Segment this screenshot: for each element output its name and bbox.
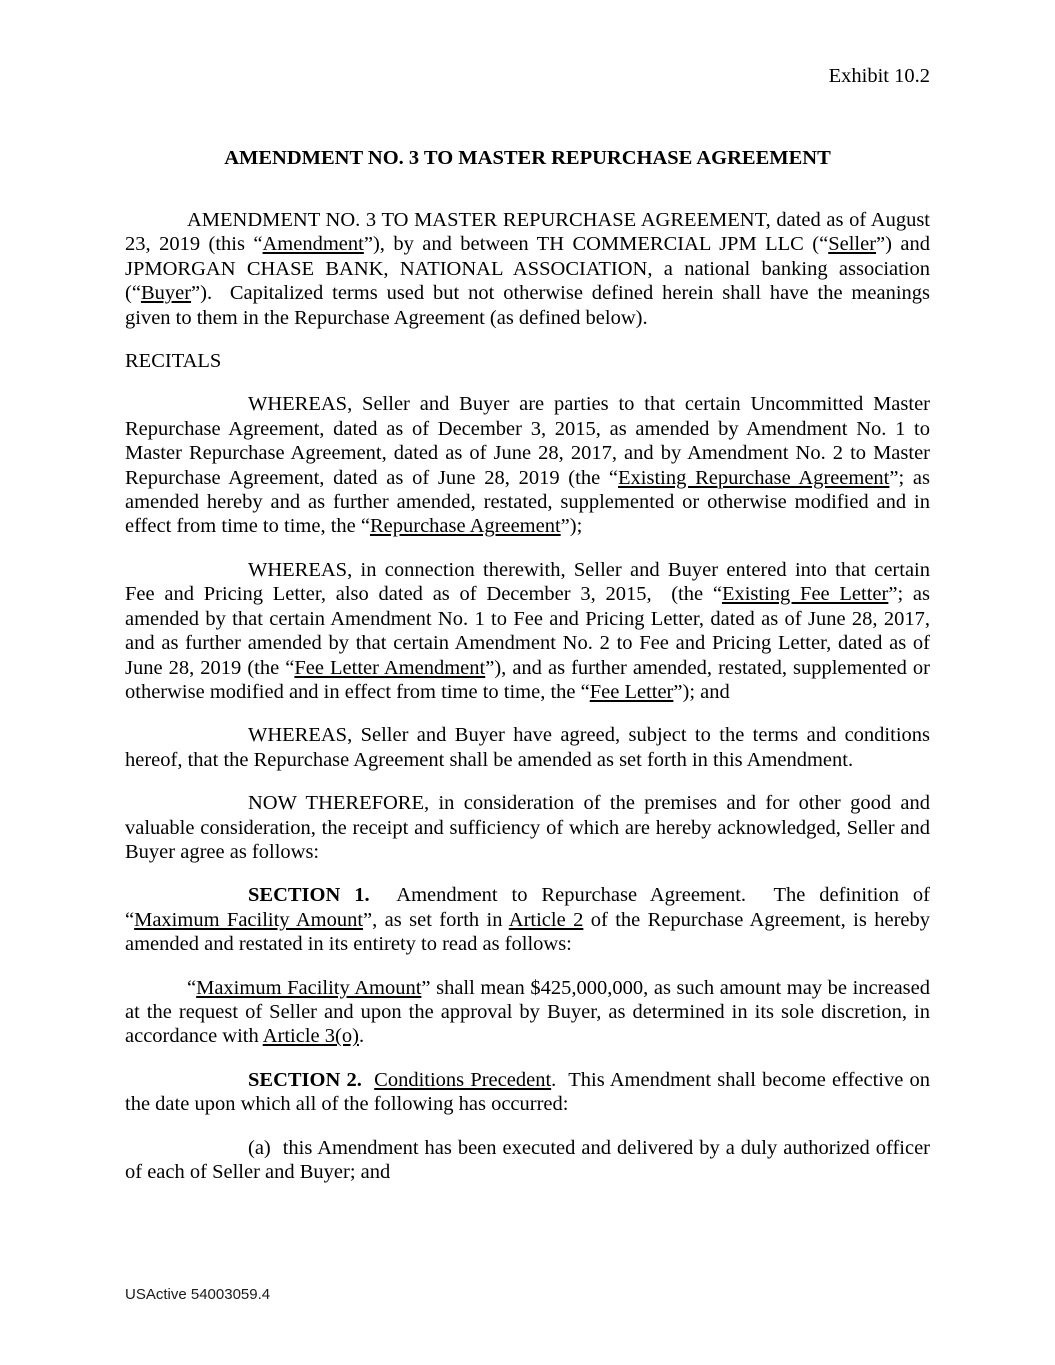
text-run: ”; as amended hereby and as further amended, restated, supplemented or otherwise modified and in effect from time to time, the “ — [125, 466, 930, 538]
bold-run: SECTION 1. — [248, 884, 370, 907]
text-run: AMENDMENT NO. 3 TO MASTER REPURCHASE AGREEMENT, dated as of August 23, 2019 (this “ — [125, 209, 930, 256]
whereas-paragraph-3 — [125, 723, 930, 772]
text-run: of the Repurchase Agreement, is hereby amended and restated in its entirety to read as follows: — [125, 908, 930, 956]
maximum-facility-amount-definition — [125, 976, 930, 1049]
text-run: WHEREAS, Seller and Buyer have agreed, subject to the terms and conditions hereof, that the Repurchase Agreement shall be amended as set forth in this Amendment. — [125, 724, 930, 771]
whereas-paragraph-1 — [125, 392, 930, 538]
document-title: AMENDMENT NO. 3 TO MASTER REPURCHASE AGREEMENT — [224, 147, 831, 169]
text-run: ”, as set forth in — [363, 908, 509, 931]
text-run: ”). Capitalized terms used but not otherwise defined herein shall have the meanings given to them in the Repurchase Agreement (as defined below). — [125, 282, 930, 329]
underlined-term: Maximum Facility Amount — [196, 976, 422, 999]
underlined-term: Existing Repurchase Agreement — [618, 466, 890, 489]
document-body — [125, 208, 930, 1184]
text-run — [362, 1069, 374, 1091]
underlined-term: Conditions Precedent — [374, 1068, 552, 1091]
text-run: WHEREAS, in connection therewith, Seller and Buyer entered into that certain Fee and Pricing Letter, also dated as of December 3, 2015, (the “ — [125, 558, 930, 606]
whereas-paragraph-2 — [125, 558, 930, 704]
underlined-term: Fee Letter Amendment — [294, 656, 486, 679]
text-run: . This Amendment shall become effective on the date upon which all of the following has occurred: — [125, 1068, 931, 1116]
underlined-term: Article 3(o) — [262, 1025, 359, 1048]
footer-reference: USActive 54003059.4 — [125, 1286, 271, 1303]
text-run: Amendment to Repurchase Agreement. The definition of “ — [125, 884, 930, 931]
text-run: ” shall mean $425,000,000, as such amount may be increased at the request of Seller and upon the approval by Buyer, as determined in its sole discretion, in accordance with — [125, 976, 930, 1048]
text-run: ”); and — [673, 680, 730, 703]
text-run: ”), by and between TH COMMERCIAL JPM LLC (“ — [363, 233, 829, 256]
underlined-term: Repurchase Agreement — [369, 515, 561, 538]
now-therefore-paragraph — [125, 791, 930, 864]
underlined-term: Amendment — [262, 233, 364, 256]
underlined-term: Article 2 — [508, 908, 584, 931]
underlined-term: Seller — [828, 233, 877, 256]
text-run: ”; as amended by that certain Amendment No. 1 to Fee and Pricing Letter, dated as of June 28, 2017, and as further amended by that certain Amendment No. 2 to Fee and Pricing Letter, dated as of June 28, 2019 (the “ — [125, 583, 931, 679]
recitals-heading — [125, 349, 930, 373]
text-run: WHEREAS, Seller and Buyer are parties to that certain Uncommitted Master Repurchase Agreement, dated as of December 3, 2015, as amended by Amendment No. 1 to Master Repurchase Agreement, dated as of June 28, 2017, and by Amendment No. 2 to Master Repurchase Agreement, dated as of June 28, 2019 (the “ — [125, 393, 930, 489]
text-run: RECITALS — [125, 350, 222, 373]
text-run: . — [358, 1025, 365, 1048]
text-run: ”), and as further amended, restated, supplemented or otherwise modified and in effect from time to time, the “ — [125, 656, 930, 703]
text-run: NOW THEREFORE, in consideration of the premises and for other good and valuable consideration, the receipt and sufficiency of which are hereby acknowledged, Seller and Buyer agree as follows: — [125, 792, 930, 863]
text-run: ”) and JPMORGAN CHASE BANK, NATIONAL ASSOCIATION, a national banking association (“ — [125, 233, 930, 305]
section-2-paragraph — [125, 1068, 930, 1117]
text-run: (a) this Amendment has been executed and delivered by a duly authorized officer of each of Seller and Buyer; and — [125, 1136, 930, 1183]
condition-a-paragraph — [125, 1136, 930, 1185]
underlined-term: Maximum Facility Amount — [134, 908, 364, 931]
section-1-paragraph — [125, 883, 930, 956]
text-run: ”); — [560, 515, 583, 538]
opening-paragraph — [125, 208, 930, 330]
bold-run: SECTION 2. — [248, 1068, 362, 1091]
underlined-term: Fee Letter — [589, 680, 674, 703]
underlined-term: Buyer — [140, 282, 192, 305]
exhibit-label: Exhibit 10.2 — [828, 65, 930, 87]
text-run: “ — [187, 976, 197, 999]
underlined-term: Existing Fee Letter — [721, 583, 889, 606]
